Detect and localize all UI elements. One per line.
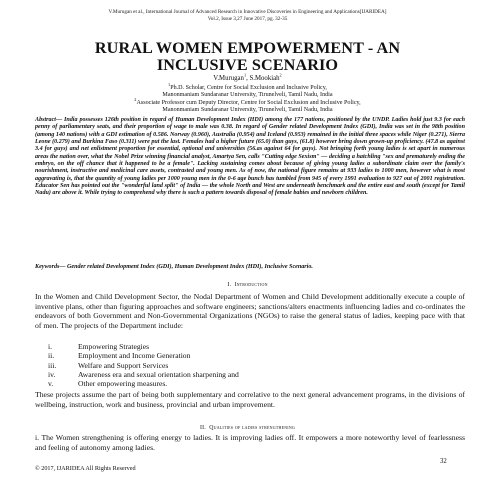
section-heading-introduction bbox=[0, 282, 495, 288]
list-item-text: Awareness era and sexual orientation sharpening and bbox=[78, 369, 239, 379]
list-item-number: v. bbox=[48, 379, 54, 389]
section-1-title: Introduction bbox=[234, 282, 268, 288]
abstract-label: Abstract— bbox=[35, 117, 63, 123]
section-2-numeral: II. bbox=[199, 425, 206, 431]
keywords bbox=[35, 263, 465, 271]
qualities-paragraph-1: i. The Women strengthening is offering energy to ladies. It is improving ladies off. It empowers a more noteworthy level of fearlessness and feeling of autonomy among ladies. bbox=[35, 433, 465, 452]
author-1: V.Murugan bbox=[213, 75, 244, 82]
author-1-affiliation-mark: 1 bbox=[243, 72, 247, 78]
list-item-number: ii. bbox=[48, 351, 55, 361]
copyright-footer: © 2017, IJARIDEA All Rights Reserved bbox=[35, 465, 136, 472]
author-list bbox=[0, 72, 495, 83]
list-item bbox=[48, 342, 428, 351]
abstract bbox=[35, 117, 465, 198]
section-heading-qualities bbox=[0, 425, 495, 431]
list-item bbox=[48, 379, 428, 388]
list-item bbox=[48, 370, 428, 379]
volume-issue: Vol.2, Issue 3,27 June 2017, pg. 32-35 bbox=[207, 16, 288, 22]
section-2-title: Qualities of ladies strengthening bbox=[209, 425, 296, 431]
affiliation-1-text: Ph.D. Scholar, Centre for Social Exclusion and Inclusive Policy, bbox=[170, 85, 327, 92]
author-2: S.Mookiah bbox=[249, 75, 280, 82]
author-2-affiliation-mark: 2 bbox=[279, 72, 282, 78]
list-item bbox=[48, 361, 428, 370]
list-item-number: iii. bbox=[48, 360, 57, 370]
journal-citation: V.Murugan et al., International Journal of Advanced Research in Innovative Discoveries in Engineering and Applications[IJARIDEA] bbox=[108, 9, 387, 15]
title-line-2: INCLUSIVE SCENARIO bbox=[156, 56, 339, 74]
affiliation-1-line-1 bbox=[0, 82, 495, 92]
affiliation-1-line-2: Manonmaniam Sundaranar University, Tirunelveli, Tamil Nadu, India bbox=[162, 92, 333, 99]
introduction-paragraph-2: These projects assume the part of being both supplementary and correlative to the next general advancement programs, in the divisions of wellbeing, instruction, work and business, provincial and urban improvement. bbox=[35, 390, 465, 409]
section-1-numeral: I. bbox=[227, 282, 232, 288]
paper-title bbox=[0, 40, 495, 74]
list-item-text: Other empowering measures. bbox=[78, 379, 168, 389]
abstract-text: India possesses 126th position in regard of Human Development Index (HDI) among the 177 nations, positioned by the UNDP. Ladies hold just 9.3 for each penny of parliamentary seats, and their proportion of wage to male was 0.38. In regard of Gender related Development Index (GDI), India was set in the 98th position (among 140 nations) with a GDI estimation of 0.586. Norway (0.960), Australia (0.954) and Iceland (0.953) remained in the initial three spaces while Niger (0.271), Sierra Leone (0.279) and Burkina Faso (0.311) were put the last. Females had a higher future (65.0) than guys, (61.8) however bring down grown-up proficiency. (47.8 as against 3.4 for guys) and net enlistment proportion for essential, optional and universities (56.as against 64 for guys). Not bringing forth young ladies is set apart in numerous areas the nation over, what the Nobel Prize winning financial analyst, Amartya Sen, calls "Cutting edge Sexism" — deciding a hatchling "sex and prematurely ending the embryo, on the off chance that it happened to be a female". Lacking sustaining comes about because of giving young ladies a subordinate claim over the family's nourishment, instructive and medicinal care assets, contrasted and young men. As of now, the national figure remains at 933 ladies to 1000 men, however what is most aggravating is, that the quantity of young ladies per 1000 young men in the 0-6 age bunch has tumbled from 945 of every 1991 evaluation to 927 out of 2001 registration. Educator Sen has pointed out the "wonderful land split" of India — the whole North and West are underneath benchmark and the entire east and south (except for Tamil Nadu) are above it. While trying to comprehend why there is such a pattern towards disposal of female babies and newborn children. bbox=[35, 117, 465, 197]
list-item-text: Empowering Strategies bbox=[78, 342, 150, 351]
keywords-text: Gender related Development Index (GDI), Human Development Index (HDI), Inclusive Scenario. bbox=[65, 264, 313, 270]
list-item bbox=[48, 351, 428, 360]
department-projects-list bbox=[48, 342, 428, 388]
keywords-label: Keywords— bbox=[35, 264, 66, 270]
page-number: 32 bbox=[440, 458, 447, 465]
affiliation-2-text: Associate Professor cum Deputy Director, Centre for Social Exclusion and Inclusive Policy, bbox=[136, 99, 361, 106]
affiliations bbox=[0, 82, 495, 115]
affiliation-1-mark: 1 bbox=[168, 82, 171, 87]
list-item-text: Employment and Income Generation bbox=[78, 351, 191, 361]
introduction-paragraph-1: In the Women and Child Development Sector, the Nodal Department of Women and Child Development additionally execute a couple of inventive plans, other than figuring approaches and software engineers; sanctions/alters enactments influencing ladies and co-ordinates the endeavors of both Government and Non-Governmental Organizations (NGOs) to raise the general status of ladies, keeping pace with that of men. The projects of the Department include: bbox=[35, 292, 465, 330]
affiliation-2-line-2: Manonmaniam Sundaranar University, Tirunelveli, Tamil Nadu, India bbox=[162, 107, 333, 114]
running-header bbox=[0, 9, 495, 23]
list-item-number: iv. bbox=[48, 369, 56, 379]
title-line-1: RURAL WOMEN EMPOWERMENT - AN bbox=[94, 39, 401, 57]
list-item-text: Welfare and Support Services bbox=[78, 360, 169, 370]
affiliation-2-mark: 2 bbox=[134, 96, 137, 102]
list-item-number: i. bbox=[48, 342, 53, 351]
author-separator: , bbox=[246, 75, 250, 82]
affiliation-2-line-1 bbox=[0, 96, 495, 107]
